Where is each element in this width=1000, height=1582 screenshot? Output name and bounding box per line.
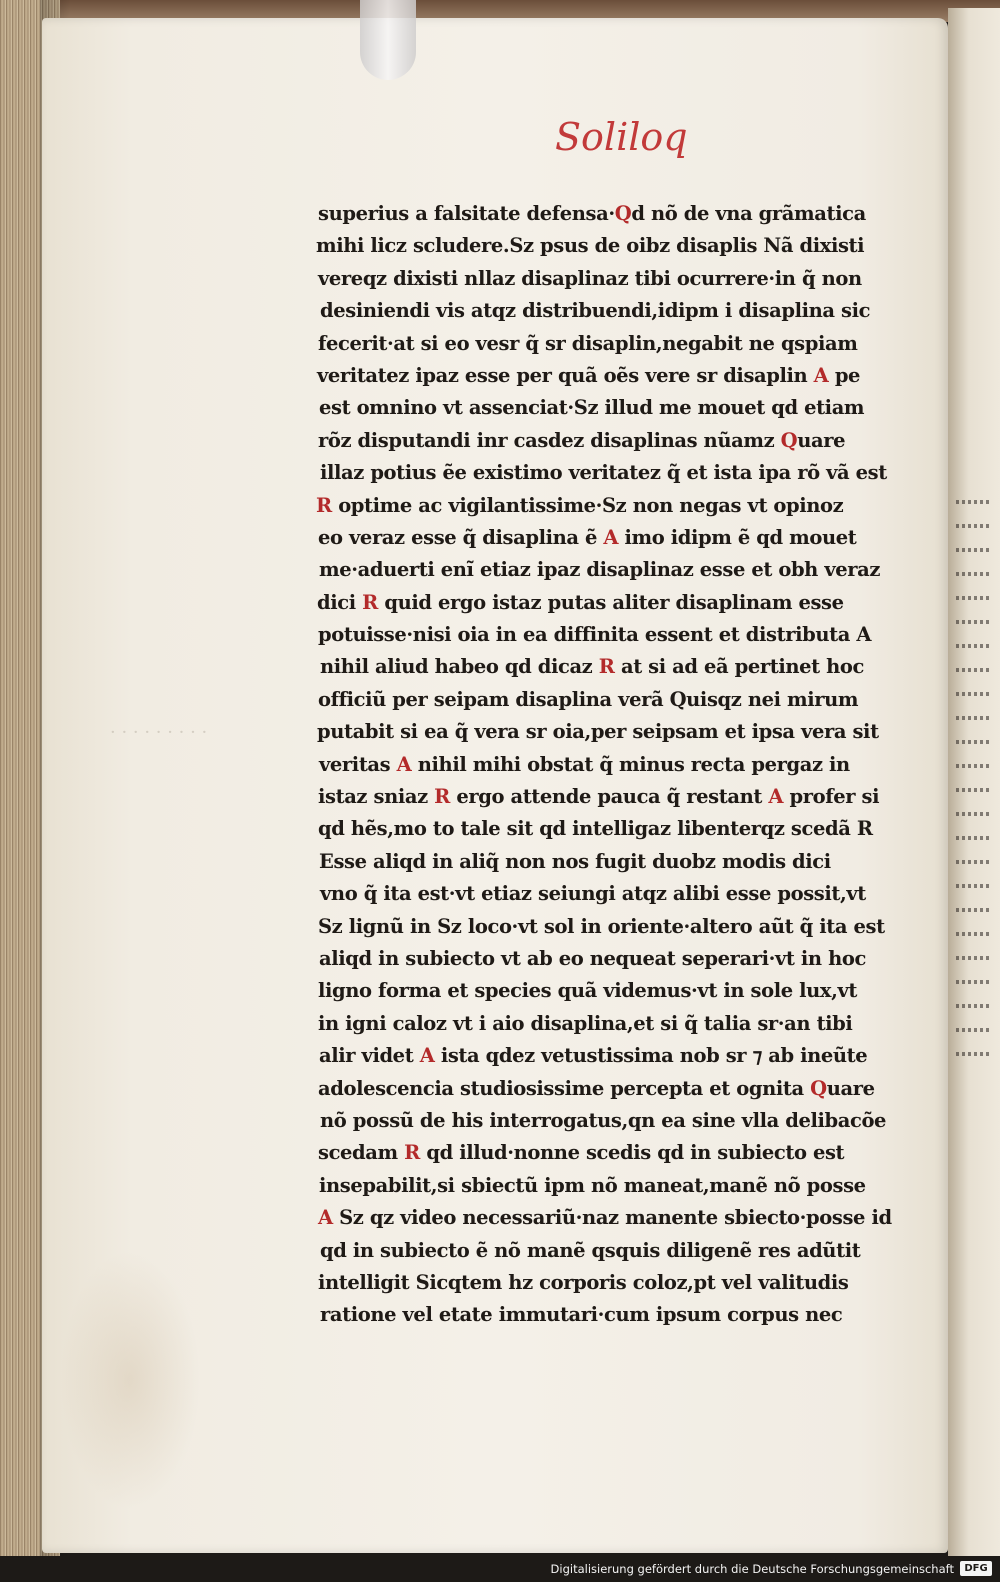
running-head: Soliloq xyxy=(555,115,688,159)
text-run: ergo attende pauca q̃ restant xyxy=(456,785,762,809)
text-run: adolescencia studiosissime percepta et ognita xyxy=(318,1076,811,1100)
text-run: quid ergo istaz putas aliter disaplinam esse xyxy=(384,590,844,614)
rubric-initial: R xyxy=(427,785,457,809)
text-line xyxy=(320,295,920,327)
text-run: ista qdez vetustissima nob sr ⁊ ab ineũte xyxy=(440,1044,868,1068)
text-line xyxy=(318,911,918,943)
text-run: pe xyxy=(834,363,861,387)
text-run: profer si xyxy=(789,785,880,809)
text-run: aliqd in subiecto vt ab eo nequeat seperari·vt in hoc xyxy=(319,946,866,970)
text-line xyxy=(320,457,920,489)
rubric-initial: A xyxy=(762,785,790,809)
text-line xyxy=(319,749,919,781)
rubric-initial: Q xyxy=(614,202,632,225)
text-run: scedam xyxy=(318,1141,398,1165)
text-line xyxy=(319,943,919,975)
text-run: illaz potius ẽe existimo veritatez q̃ et ista ipa rõ vã est xyxy=(320,461,887,485)
text-run: ratione vel etate immutari·cum ipsum corpus nec xyxy=(320,1303,843,1327)
text-run: superius a falsitate defensa· xyxy=(318,202,615,225)
text-line xyxy=(320,651,920,683)
text-run: insepabilit,si sbiectũ ipm nõ maneat,manẽ nõ posse xyxy=(319,1173,866,1197)
text-run: dici xyxy=(317,590,356,614)
rubric-initial: R xyxy=(355,590,385,614)
text-run: qd in subiecto ẽ nõ manẽ qsquis diligenẽ res adũtit xyxy=(320,1238,861,1262)
rubric-initial: R xyxy=(316,493,339,517)
text-run: Sz lignũ in Sz loco·vt sol in oriente·altero aũt q̃ ita est xyxy=(318,914,885,938)
text-run: veritatez ipaz esse per quã oẽs vere sr disaplin xyxy=(317,363,808,387)
text-run: imo idipm ẽ qd mouet xyxy=(624,525,857,549)
text-line xyxy=(318,328,918,360)
text-line xyxy=(319,1040,919,1072)
text-run: uare xyxy=(826,1076,875,1100)
rubric-initial: A xyxy=(413,1044,441,1068)
text-line xyxy=(317,587,917,619)
text-run: fecerit·at si eo vesr q̃ sr disaplin,negabit ne qspiam xyxy=(318,331,858,355)
dfg-logo-icon: DFG xyxy=(960,1561,992,1576)
text-line xyxy=(318,1073,918,1105)
text-run: eo veraz esse q̃ disaplina ẽ xyxy=(318,525,598,549)
text-run: uare xyxy=(797,428,846,452)
text-run: alir videt xyxy=(319,1044,414,1068)
text-line xyxy=(316,230,916,262)
text-run: veritas xyxy=(319,752,391,776)
text-run: d nõ de vna grãmatica xyxy=(631,202,866,225)
text-run: intelligit Sicqtem hz corporis coloz,pt vel valitudis xyxy=(318,1270,849,1294)
text-run: putabit si ea q̃ vera sr oia,per seipsam et ipsa vera sit xyxy=(317,720,879,744)
text-line xyxy=(319,554,919,586)
text-line xyxy=(319,846,919,878)
text-line xyxy=(320,1299,920,1331)
text-line xyxy=(319,392,919,424)
text-run: Sz qz video necessariũ·naz manente sbiecto·posse id xyxy=(339,1206,892,1230)
text-run: ligno forma et species quã videmus·vt in sole lux,vt xyxy=(318,979,858,1003)
text-line xyxy=(318,425,918,457)
text-line xyxy=(317,360,917,392)
text-run: istaz sniaz xyxy=(318,785,428,809)
text-run: rõz disputandi inr casdez disaplinas nũamz xyxy=(318,428,781,452)
rubric-initial: R xyxy=(397,1141,427,1165)
text-run: officiũ per seipam disaplina verã Quisqz nei mirum xyxy=(318,687,859,711)
text-run: at si ad eã pertinet hoc xyxy=(620,655,865,679)
bookmark-clip xyxy=(360,0,416,80)
text-line xyxy=(319,1170,919,1202)
paper-stain xyxy=(60,1250,200,1510)
text-run: optime ac vigilantissime·Sz non negas vt opinoz xyxy=(338,493,844,517)
text-run: vno q̃ ita est·vt etiaz seiungi atqz alibi esse possit,vt xyxy=(320,882,866,906)
text-run: nihil aliud habeo qd dicaz xyxy=(320,655,593,679)
text-line xyxy=(318,1202,918,1234)
text-run: qd illud·nonne scedis qd in subiecto est xyxy=(426,1141,845,1165)
text-run: potuisse·nisi oia in ea diffinita essent et distributa A xyxy=(318,623,872,647)
text-run: in igni caloz vt i aio disaplina,et si q̃ talia sr·an tibi xyxy=(318,1011,853,1035)
text-line xyxy=(320,1235,920,1267)
funding-credit: Digitalisierung gefördert durch die Deutsche Forschungsgemeinschaft xyxy=(550,1562,954,1576)
rubric-initial: A xyxy=(807,363,835,387)
text-line xyxy=(320,1105,920,1137)
rubric-initial: A xyxy=(318,1206,340,1230)
text-line xyxy=(318,781,918,813)
text-run: aliqd in aliq̃ non nos fugit duobz modis dici xyxy=(373,849,831,873)
text-line xyxy=(320,878,920,910)
text-run: nõ possũ de his interrogatus,qn ea sine vlla delibacõe xyxy=(320,1108,887,1132)
text-run: desiniendi vis atqz distribuendi,idipm i disaplina sic xyxy=(320,299,871,323)
rubric-initial: A xyxy=(597,525,625,549)
text-line xyxy=(318,619,918,651)
text-run: est omnino vt assenciat·Sz illud me mouet qd etiam xyxy=(319,396,865,420)
rubric-initial: A xyxy=(390,752,418,776)
text-block xyxy=(316,198,918,1327)
text-run: qd hẽs,mo to tale sit qd intelligaz libenterqz scedã R xyxy=(318,817,873,841)
text-line xyxy=(318,198,918,230)
rubric-initial: R xyxy=(592,655,621,679)
text-line xyxy=(316,490,916,522)
text-line xyxy=(318,813,918,845)
text-line xyxy=(318,522,918,554)
text-run: vereqz dixisti nllaz disaplinaz tibi ocurrere·in q̃ non xyxy=(318,266,862,290)
text-run: Esse xyxy=(319,849,374,873)
footer-bar xyxy=(0,1556,1000,1582)
facing-page-text xyxy=(956,480,996,1200)
show-through-text: · · · · · · · · · xyxy=(110,722,208,743)
text-run: mihi licz scludere.Sz psus de oibz disaplis Nã dixisti xyxy=(316,234,865,258)
text-line xyxy=(318,1137,918,1169)
rubric-initial: Q xyxy=(780,428,798,452)
text-run: me·aduerti enĩ etiaz ipaz disaplinaz esse et obh veraz xyxy=(319,558,881,582)
text-run: nihil mihi obstat q̃ minus recta pergaz in xyxy=(417,752,850,776)
text-line xyxy=(317,716,917,748)
rubric-initial: Q xyxy=(810,1076,827,1100)
text-line xyxy=(318,1008,918,1040)
text-line xyxy=(318,1267,918,1299)
text-line xyxy=(318,263,918,295)
text-line xyxy=(318,684,918,716)
text-line xyxy=(318,975,918,1007)
